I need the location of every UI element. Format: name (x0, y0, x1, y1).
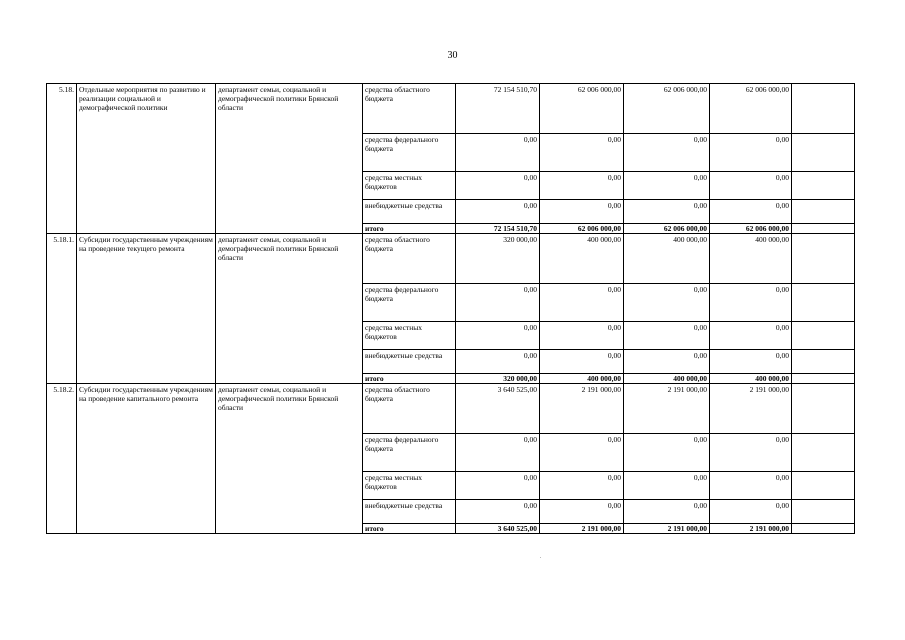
blank-cell (792, 524, 855, 534)
funding-source: средства федерального бюджета (363, 284, 456, 322)
amount-cell: 0,00 (624, 200, 710, 224)
total-amount: 3 640 525,00 (456, 524, 540, 534)
blank-cell (792, 434, 855, 472)
funding-source: внебюджетные средства (363, 500, 456, 524)
amount-cell: 62 006 000,00 (624, 84, 710, 134)
section-executor: департамент семьи, социальной и демографической политики Брянской области (216, 84, 363, 234)
amount-cell: 0,00 (710, 434, 792, 472)
funding-source: внебюджетные средства (363, 200, 456, 224)
funding-source: средства местных бюджетов (363, 472, 456, 500)
amount-cell: 62 006 000,00 (710, 84, 792, 134)
amount-cell: 0,00 (540, 134, 624, 172)
amount-cell: 0,00 (540, 472, 624, 500)
total-amount: 400 000,00 (624, 374, 710, 384)
table-row (47, 84, 855, 134)
section-name: Субсидии государственным учреждениям на проведение текущего ремонта (77, 234, 216, 384)
amount-cell: 0,00 (624, 284, 710, 322)
blank-cell (792, 234, 855, 284)
blank-cell (792, 284, 855, 322)
blank-cell (792, 350, 855, 374)
total-amount: 320 000,00 (456, 374, 540, 384)
total-amount: 2 191 000,00 (540, 524, 624, 534)
total-amount: 2 191 000,00 (710, 524, 792, 534)
blank-cell (792, 322, 855, 350)
blank-cell (792, 200, 855, 224)
amount-cell: 320 000,00 (456, 234, 540, 284)
total-amount: 62 006 000,00 (710, 224, 792, 234)
total-amount: 62 006 000,00 (540, 224, 624, 234)
table-row (47, 234, 855, 284)
amount-cell: 400 000,00 (624, 234, 710, 284)
amount-cell: 400 000,00 (710, 234, 792, 284)
amount-cell: 0,00 (540, 200, 624, 224)
section-name: Субсидии государственным учреждениям на проведение капитального ремонта (77, 384, 216, 534)
amount-cell: 0,00 (456, 284, 540, 322)
amount-cell: 0,00 (710, 500, 792, 524)
amount-cell: 0,00 (456, 200, 540, 224)
funding-source: средства федерального бюджета (363, 134, 456, 172)
amount-cell: 0,00 (540, 284, 624, 322)
blank-cell (792, 500, 855, 524)
section-executor: департамент семьи, социальной и демографической политики Брянской области (216, 384, 363, 534)
funding-source: средства местных бюджетов (363, 172, 456, 200)
total-label: итого (363, 224, 456, 234)
amount-cell: 0,00 (710, 322, 792, 350)
amount-cell: 0,00 (710, 172, 792, 200)
amount-cell: 0,00 (624, 172, 710, 200)
total-label: итого (363, 524, 456, 534)
amount-cell: 0,00 (456, 134, 540, 172)
total-label: итого (363, 374, 456, 384)
funding-source: средства местных бюджетов (363, 322, 456, 350)
amount-cell: 0,00 (456, 500, 540, 524)
blank-cell (792, 384, 855, 434)
section-code: 5.18. (47, 84, 77, 234)
amount-cell: 0,00 (540, 172, 624, 200)
blank-cell (792, 134, 855, 172)
blank-cell (792, 472, 855, 500)
total-amount: 72 154 510,70 (456, 224, 540, 234)
amount-cell: 0,00 (540, 350, 624, 374)
total-amount: 400 000,00 (540, 374, 624, 384)
amount-cell: 2 191 000,00 (540, 384, 624, 434)
amount-cell: 2 191 000,00 (624, 384, 710, 434)
funding-source: средства областного бюджета (363, 84, 456, 134)
amount-cell: 0,00 (456, 472, 540, 500)
amount-cell: 0,00 (624, 500, 710, 524)
section-name: Отдельные мероприятия по развитию и реализации социальной и демографической политики (77, 84, 216, 234)
budget-table (46, 83, 855, 534)
amount-cell: 0,00 (540, 322, 624, 350)
total-amount: 62 006 000,00 (624, 224, 710, 234)
blank-cell (792, 84, 855, 134)
amount-cell: 0,00 (540, 500, 624, 524)
amount-cell: 0,00 (456, 434, 540, 472)
total-amount: 400 000,00 (710, 374, 792, 384)
section-executor: департамент семьи, социальной и демографической политики Брянской области (216, 234, 363, 384)
funding-source: средства областного бюджета (363, 384, 456, 434)
amount-cell: 0,00 (710, 350, 792, 374)
funding-source: средства областного бюджета (363, 234, 456, 284)
table-row (47, 384, 855, 434)
amount-cell: 0,00 (624, 434, 710, 472)
amount-cell: 0,00 (456, 322, 540, 350)
amount-cell: 400 000,00 (540, 234, 624, 284)
blank-cell (792, 172, 855, 200)
budget-table-body (47, 84, 855, 534)
amount-cell: 0,00 (456, 350, 540, 374)
amount-cell: 0,00 (710, 284, 792, 322)
amount-cell: 0,00 (624, 134, 710, 172)
amount-cell: 2 191 000,00 (710, 384, 792, 434)
amount-cell: 0,00 (710, 200, 792, 224)
total-amount: 2 191 000,00 (624, 524, 710, 534)
amount-cell: 0,00 (624, 472, 710, 500)
amount-cell: 0,00 (710, 472, 792, 500)
blank-cell (792, 374, 855, 384)
amount-cell: 3 640 525,00 (456, 384, 540, 434)
funding-source: внебюджетные средства (363, 350, 456, 374)
amount-cell: 62 006 000,00 (540, 84, 624, 134)
page-number: 30 (447, 50, 458, 61)
funding-source: средства федерального бюджета (363, 434, 456, 472)
amount-cell: 0,00 (540, 434, 624, 472)
amount-cell: 0,00 (710, 134, 792, 172)
amount-cell: 0,00 (456, 172, 540, 200)
amount-cell: 72 154 510,70 (456, 84, 540, 134)
scan-speck (540, 557, 541, 558)
section-code: 5.18.2. (47, 384, 77, 534)
section-code: 5.18.1. (47, 234, 77, 384)
blank-cell (792, 224, 855, 234)
amount-cell: 0,00 (624, 322, 710, 350)
amount-cell: 0,00 (624, 350, 710, 374)
